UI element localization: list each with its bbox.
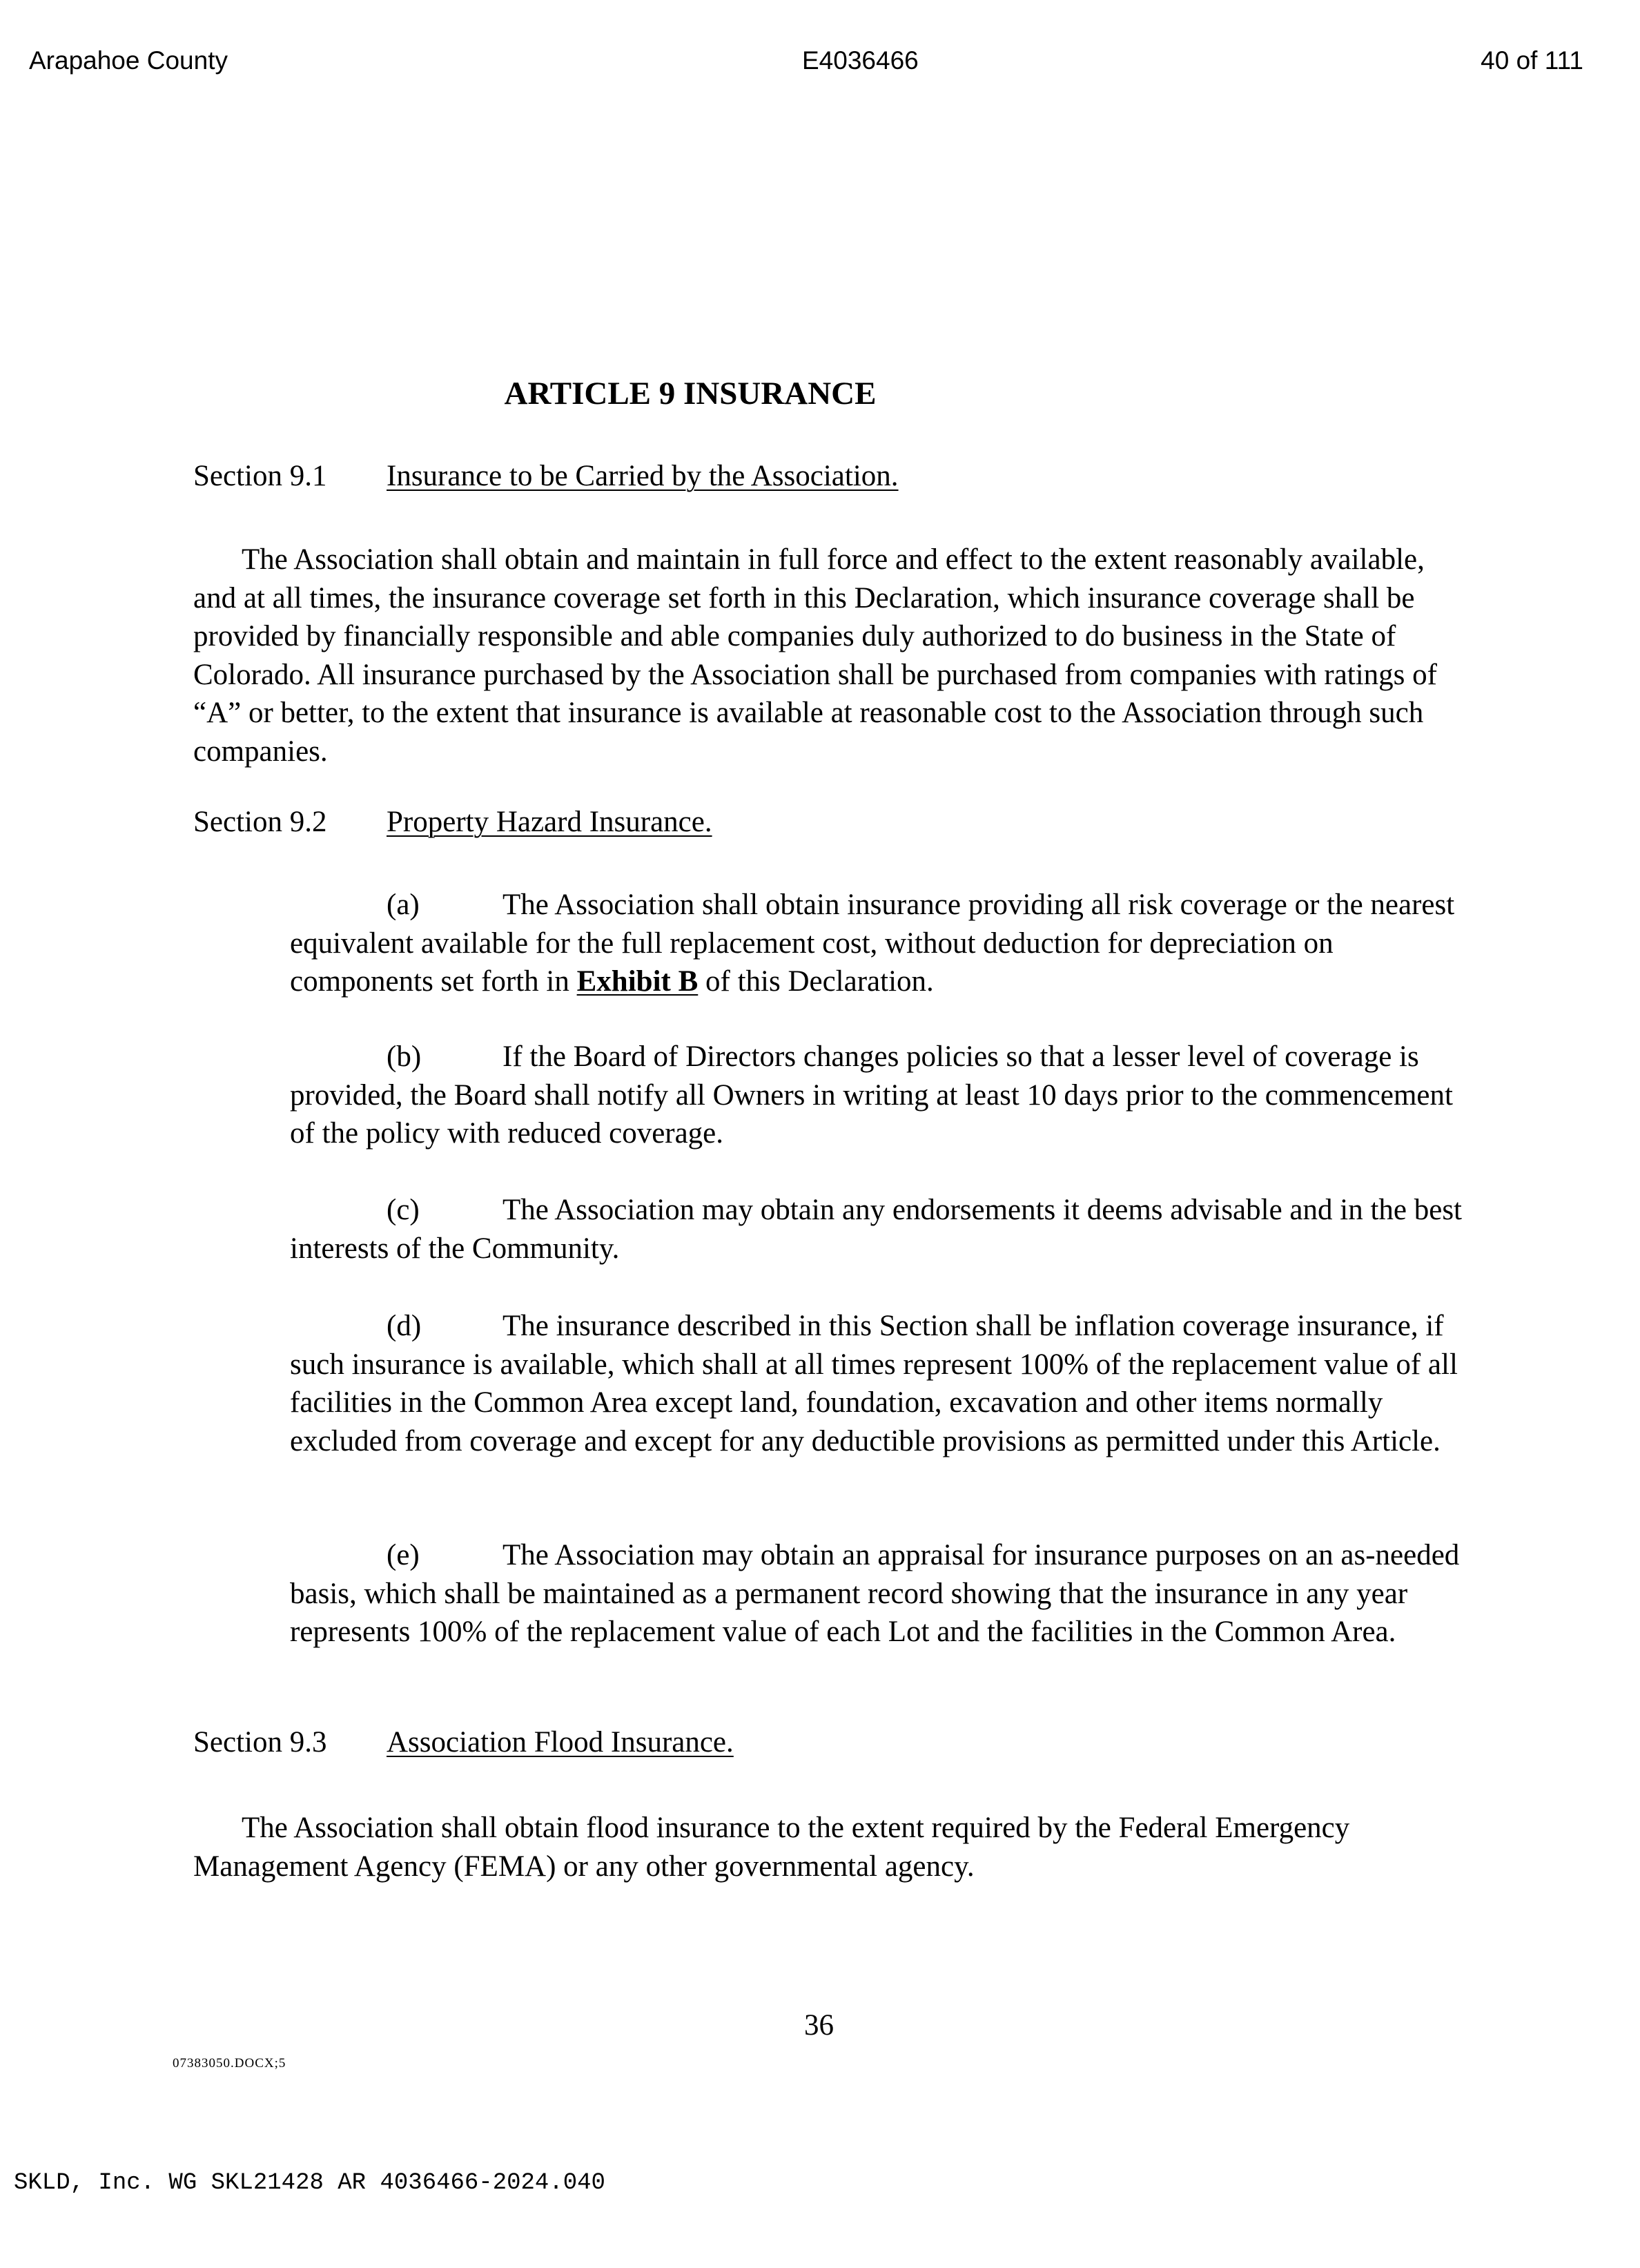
exhibit-b-reference: Exhibit B (576, 965, 699, 998)
section-9-2-item-a (290, 886, 1463, 1001)
section-9-2-heading (193, 803, 712, 842)
page-number: 36 (804, 2009, 834, 2042)
item-e-text: The Association may obtain an appraisal for insurance purposes on an as-needed basis, which shall be maintained as a permanent record showing that the insurance in any year represents 100% of the replacement value of each Lot and the facilities in the Common Area. (290, 1539, 1460, 1648)
header-reception-number: E4036466 (802, 46, 919, 75)
section-9-3-number: Section 9.3 (193, 1726, 327, 1758)
document-code: 07383050.DOCX;5 (173, 2056, 286, 2071)
section-9-1-number: Section 9.1 (193, 460, 327, 492)
item-c-label: (c) (387, 1194, 420, 1226)
item-b-text: If the Board of Directors changes policies so that a lesser level of coverage is provided, the Board shall notify all Owners in writing at least 10 days prior to the commencement of the policy with reduced coverage. (290, 1040, 1453, 1150)
section-9-1-heading (193, 457, 899, 496)
section-9-2-item-d (290, 1307, 1463, 1460)
section-9-3-body: The Association shall obtain flood insurance to the extent required by the Federal Emergency Management Agency (FEMA) or any other governmental agency. (193, 1812, 1350, 1883)
item-a-text-before: The Association shall obtain insurance providing all risk coverage or the nearest equivalent available for the full replacement cost, without deduction for depreciation on components set forth in (290, 889, 1455, 998)
item-a-text-after: of this Declaration. (705, 965, 934, 998)
section-9-1-body: The Association shall obtain and maintain in full force and effect to the extent reasonably available, and at all times, the insurance coverage set forth in this Declaration, which insurance coverage shall be provided by financially responsible and able companies duly authorized to do business in the State of Colorado. All insurance purchased by the Association shall be purchased from companies with ratings of “A” or better, to the extent that insurance is available at reasonable cost to the Association through such companies. (193, 543, 1437, 768)
section-9-1-title: Insurance to be Carried by the Association. (387, 460, 899, 492)
section-9-3-heading (193, 1723, 734, 1762)
section-9-2-item-e (290, 1536, 1463, 1651)
section-9-3-title: Association Flood Insurance. (387, 1726, 734, 1758)
header-page-count: 40 of 111 (1481, 46, 1583, 75)
header-county: Arapahoe County (29, 46, 228, 75)
section-9-2-item-b (290, 1038, 1463, 1153)
section-9-2-item-c (290, 1191, 1463, 1268)
item-e-label: (e) (387, 1539, 420, 1571)
section-9-2-number: Section 9.2 (193, 806, 327, 838)
recording-stamp: SKLD, Inc. WG SKL21428 AR 4036466-2024.040 (14, 2170, 605, 2196)
item-a-label: (a) (387, 889, 420, 921)
section-9-2-title: Property Hazard Insurance. (387, 806, 712, 838)
item-c-text: The Association may obtain any endorsements it deems advisable and in the best interests of the Community. (290, 1194, 1463, 1265)
item-d-label: (d) (387, 1310, 422, 1342)
item-d-text: The insurance described in this Section shall be inflation coverage insurance, if such insurance is available, which shall at all times represent 100% of the replacement value of all facilities in the Common Area except land, foundation, excavation and other items normally excluded from coverage and except for any deductible provisions as permitted under this Article. (290, 1310, 1458, 1457)
item-b-label: (b) (387, 1040, 422, 1073)
article-title: ARTICLE 9 INSURANCE (504, 376, 877, 411)
